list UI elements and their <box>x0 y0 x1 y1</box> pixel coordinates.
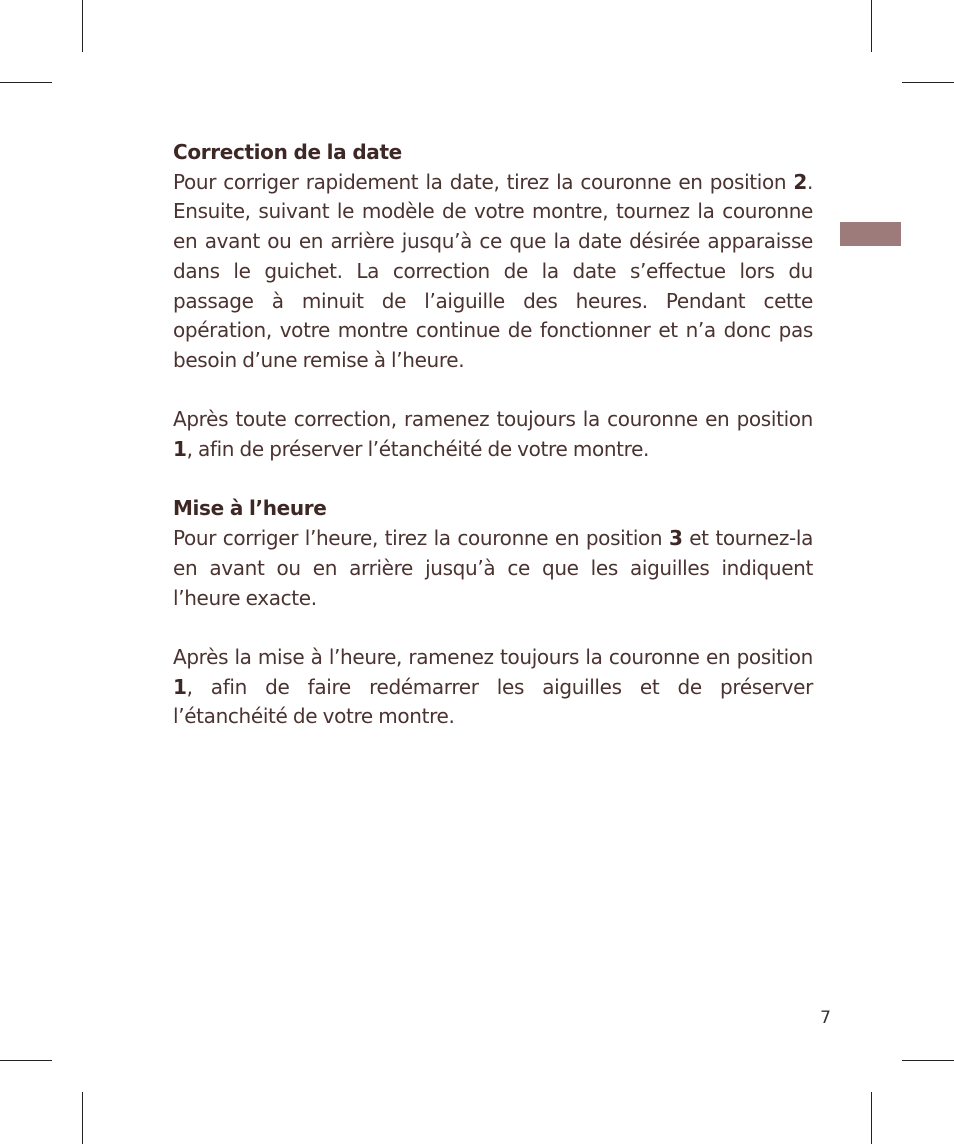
position-number: 1 <box>173 674 187 699</box>
text-segment: Après toute correction, ramenez toujours la couronne en position <box>173 407 813 432</box>
page-content <box>173 138 813 732</box>
paragraph-time-setting <box>173 524 813 613</box>
crop-mark-top-right-vertical <box>871 0 872 52</box>
text-segment: Après la mise à l’heure, ramenez toujours la couronne en position <box>173 644 813 669</box>
text-segment: Pour corriger rapidement la date, tirez la couronne en position <box>173 169 794 194</box>
page-number: 7 <box>820 1008 831 1028</box>
position-number: 2 <box>793 169 807 194</box>
crop-mark-top-right-horizontal <box>902 82 954 83</box>
crop-mark-bottom-right-vertical <box>871 1092 872 1144</box>
crop-mark-top-left-horizontal <box>0 82 52 83</box>
crop-mark-bottom-left-horizontal <box>0 1060 52 1061</box>
position-number: 1 <box>173 437 187 462</box>
heading-date-correction: Correction de la date <box>173 140 402 164</box>
text-segment: et tournez-la en avant ou en arrière jusqu’à ce que les aiguilles indiquent l’heure exacte. <box>173 526 813 610</box>
crop-mark-bottom-left-vertical <box>82 1092 83 1144</box>
position-number: 3 <box>668 526 683 551</box>
heading-time-setting: Mise à l’heure <box>173 496 327 521</box>
crop-mark-top-left-vertical <box>82 0 83 52</box>
paragraph-gap <box>173 376 813 406</box>
section-tab-marker <box>840 222 901 246</box>
paragraph-gap <box>173 613 813 643</box>
text-segment: . Ensuite, suivant le modèle de votre montre, tournez la couronne en avant ou en arrière jusqu’à ce que la date désirée apparaisse dans le guichet. La correction de la date s’effectue lors du passage à minuit de l’aiguille des heures. Pendant cette opération, votre montre continue de fonctionner et n’a donc pas besoin d’une remise à l’heure. <box>173 169 813 372</box>
text-segment: Pour corriger l’heure, tirez la couronne en position <box>173 526 669 551</box>
paragraph-gap <box>173 465 813 495</box>
paragraph-date-correction <box>173 168 813 376</box>
crop-mark-bottom-right-horizontal <box>902 1060 954 1061</box>
text-segment: , afin de faire redémarrer les aiguilles et de préserver l’étanchéité de votre montre. <box>173 674 813 729</box>
paragraph-time-after-setting <box>173 643 813 732</box>
paragraph-date-after-correction <box>173 405 813 464</box>
text-segment: , afin de préserver l’étanchéité de votre montre. <box>186 437 650 462</box>
